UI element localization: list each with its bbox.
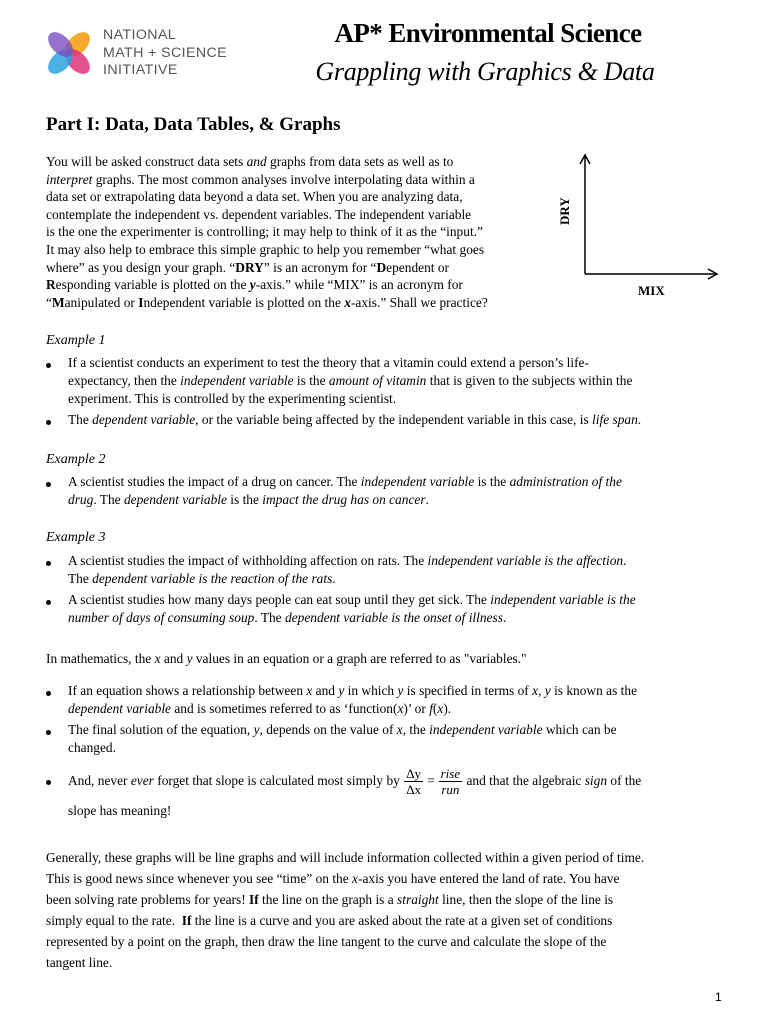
text: , the	[402, 722, 430, 737]
text: -axis.” Shall we practice?	[350, 294, 488, 310]
text: contemplate the independent vs. dependent variables. The independent variable	[46, 206, 472, 222]
math-item-1	[68, 682, 637, 718]
text: data set or extrapolating data beyond a data set. When you are analyzing data,	[46, 189, 463, 205]
bullet-icon	[46, 363, 54, 371]
text: independent variable	[429, 722, 543, 737]
bullet-icon	[46, 600, 54, 608]
text: in which	[344, 683, 398, 698]
text: drug	[68, 492, 94, 508]
text: sign	[584, 773, 608, 788]
text: is the	[293, 373, 329, 389]
text: .	[637, 412, 642, 427]
text: Δy	[406, 766, 422, 782]
text: y	[544, 683, 551, 698]
text: The final solution of the equation,	[68, 722, 254, 737]
text: tangent line.	[46, 955, 113, 970]
page-subtitle: Grappling with Graphics & Data	[315, 57, 655, 86]
text: ependent or	[386, 259, 450, 275]
text: x	[396, 722, 403, 737]
text: x	[306, 683, 313, 698]
text: dependent variable	[123, 492, 227, 508]
text: R	[46, 277, 56, 293]
text: of the	[607, 773, 642, 788]
text: anipulated or	[64, 294, 139, 310]
text: and	[246, 154, 267, 169]
text: independent variable	[360, 474, 475, 489]
text: Δx	[406, 782, 422, 798]
text: and	[312, 683, 339, 698]
bullet-icon	[46, 420, 54, 428]
text: f	[429, 701, 433, 717]
text: amount of vitamin	[328, 373, 427, 389]
text: A scientist studies how many days people can eat soup until they get sick. The	[68, 592, 491, 607]
text: dependent variable is the reaction of the rats	[92, 571, 333, 587]
text: number of days of consuming soup	[68, 610, 255, 626]
text: ndependent variable is plotted on the	[143, 294, 345, 310]
text: The	[68, 412, 93, 427]
dry-mix-graphic	[557, 150, 730, 300]
text: simply equal to the rate.	[46, 913, 182, 928]
text: esponding variable is plotted on the	[55, 277, 250, 293]
text: I	[138, 294, 144, 310]
text: =	[427, 773, 435, 788]
text: ).	[443, 701, 452, 717]
text: graphs. The most common analyses involve interpolating data within a	[92, 171, 475, 187]
text: y	[186, 651, 193, 666]
text: experiment. This is controlled by the experimenting scientist.	[68, 391, 397, 407]
bullet-icon	[46, 482, 54, 490]
text: independent variable is the affection	[427, 553, 624, 568]
text: If	[181, 913, 192, 928]
text: graphs from data sets as well as to	[266, 154, 454, 169]
delta-fraction	[404, 766, 423, 797]
text: “	[46, 294, 52, 310]
text: values in an equation or a graph are referred to as "variables."	[192, 651, 527, 666]
bullet-icon	[46, 691, 54, 699]
text: represented by a point on the graph, then draw the line tangent to the curve and calculate the slope of the	[46, 934, 607, 949]
text: M	[51, 294, 65, 310]
text: y	[338, 683, 345, 698]
text: dependent variable is the onset of illness	[284, 610, 503, 626]
text: forget that slope is calculated most simply by	[153, 773, 404, 788]
text: life span	[592, 412, 638, 427]
math-item-3-cont	[68, 802, 171, 820]
text: administration of the	[509, 474, 622, 489]
example-3-item-2	[68, 591, 636, 627]
math-item-3	[68, 762, 641, 800]
example-3-label: Example 3	[46, 530, 106, 545]
text: It may also help to embrace this simple graphic to help you remember “what goes	[46, 241, 485, 257]
text: )’ or	[403, 701, 430, 717]
text: ever	[130, 773, 154, 788]
text: and	[160, 651, 187, 666]
text: You will be asked construct data sets	[46, 154, 247, 169]
text: In mathematics, the	[46, 651, 155, 666]
text: the line on the graph is a	[258, 892, 398, 907]
bullet-icon	[46, 561, 54, 569]
text: (	[432, 701, 438, 717]
math-intro	[46, 650, 527, 668]
nmsi-logo	[44, 26, 94, 80]
text: line, then the slope of the line is	[438, 892, 614, 907]
text: .	[623, 553, 627, 568]
text: If	[249, 892, 259, 907]
text: And, never	[68, 773, 131, 788]
section-heading: Part I: Data, Data Tables, & Graphs	[46, 114, 341, 135]
text: -axis.” while “MIX” is an acronym for	[255, 277, 463, 293]
text: y	[397, 683, 404, 698]
page-title: AP* Environmental Science	[334, 18, 642, 48]
page-number: 1	[715, 990, 722, 1004]
text: A scientist studies the impact of withholding affection on rats. The	[68, 553, 428, 568]
example-1-item-2	[68, 411, 641, 429]
text: .	[425, 492, 429, 508]
text: interpret	[46, 171, 93, 187]
example-1-label: Example 1	[46, 333, 106, 348]
text: Generally, these graphs will be line graphs and will include information collected within a given period of time.	[46, 850, 645, 865]
text: rise	[440, 766, 461, 782]
text: where” as you design your graph. “	[46, 259, 236, 275]
text: and is sometimes referred to as ‘function(	[171, 701, 398, 717]
example-2-item-1	[68, 473, 622, 509]
text: is known as the	[550, 683, 638, 698]
text: is the	[226, 492, 263, 508]
text: x	[397, 701, 404, 717]
example-1-item-1	[68, 354, 632, 409]
text: ” is an acronym for “	[263, 259, 377, 275]
text: the line is a curve and you are asked about the rate at a given set of conditions	[191, 913, 613, 928]
text: independent variable	[180, 373, 294, 389]
logo-text	[103, 27, 227, 80]
text: straight	[397, 892, 439, 907]
text: x	[532, 683, 539, 698]
example-2-label: Example 2	[46, 452, 106, 467]
text: is specified in terms of	[403, 683, 533, 698]
logo-line: INITIATIVE	[103, 62, 178, 78]
text: run	[441, 782, 460, 798]
text: , depends on the value of	[259, 722, 397, 737]
text: and that the algebraic	[463, 773, 585, 788]
text: x	[352, 871, 358, 886]
x-axis-label: MIX	[638, 283, 665, 298]
text: This is good news since whenever you see “time” on the	[46, 871, 353, 886]
text: is the one the experimenter is controlling; it may help to think of it as the “input.”	[46, 224, 483, 240]
text: DRY	[235, 259, 264, 275]
text: that is given to the subjects within the	[426, 373, 633, 389]
example-3-item-1	[68, 552, 626, 588]
text: If a scientist conducts an experiment to test the theory that a vitamin could extend a person’s life-	[68, 355, 589, 370]
closing-paragraph	[46, 847, 644, 973]
text: .	[502, 610, 507, 626]
bullet-icon	[46, 730, 54, 738]
text: dependent variable	[92, 412, 196, 427]
text: x	[154, 651, 161, 666]
rise-run-fraction	[439, 766, 463, 797]
text: . The	[93, 492, 124, 508]
text: independent variable is the	[490, 592, 636, 607]
axes-graphic	[560, 150, 730, 300]
text: is the	[474, 474, 510, 489]
text: changed.	[68, 740, 116, 756]
text: D	[376, 259, 387, 275]
text: expectancy, then the	[68, 373, 181, 389]
text: x	[344, 294, 351, 310]
bullet-icon	[46, 780, 54, 788]
nmsi-logo-mark-icon	[44, 26, 94, 80]
text: impact the drug has on cancer	[262, 492, 426, 508]
text: If an equation shows a relationship between	[68, 683, 307, 698]
logo-line: MATH + SCIENCE	[103, 44, 227, 61]
text: slope has meaning!	[68, 803, 172, 818]
text: The	[68, 571, 93, 587]
text: . The	[254, 610, 285, 626]
text: x	[437, 701, 444, 717]
text: y	[249, 277, 256, 293]
text: which can be	[542, 722, 617, 737]
text: .	[332, 571, 336, 587]
text: -axis you have entered the land of rate. You have	[358, 871, 620, 886]
logo-line: NATIONAL	[103, 27, 177, 43]
text: A scientist studies the impact of a drug on cancer. The	[68, 474, 361, 489]
text: ,	[538, 683, 545, 698]
text: been solving rate problems for years!	[46, 892, 250, 907]
y-axis-label: DRY	[557, 197, 572, 225]
text: y	[253, 722, 260, 737]
text: , or the variable being affected by the independent variable in this case, is	[195, 412, 593, 427]
math-item-2	[68, 721, 617, 757]
intro-paragraph	[46, 153, 488, 311]
text: dependent variable	[68, 701, 171, 717]
